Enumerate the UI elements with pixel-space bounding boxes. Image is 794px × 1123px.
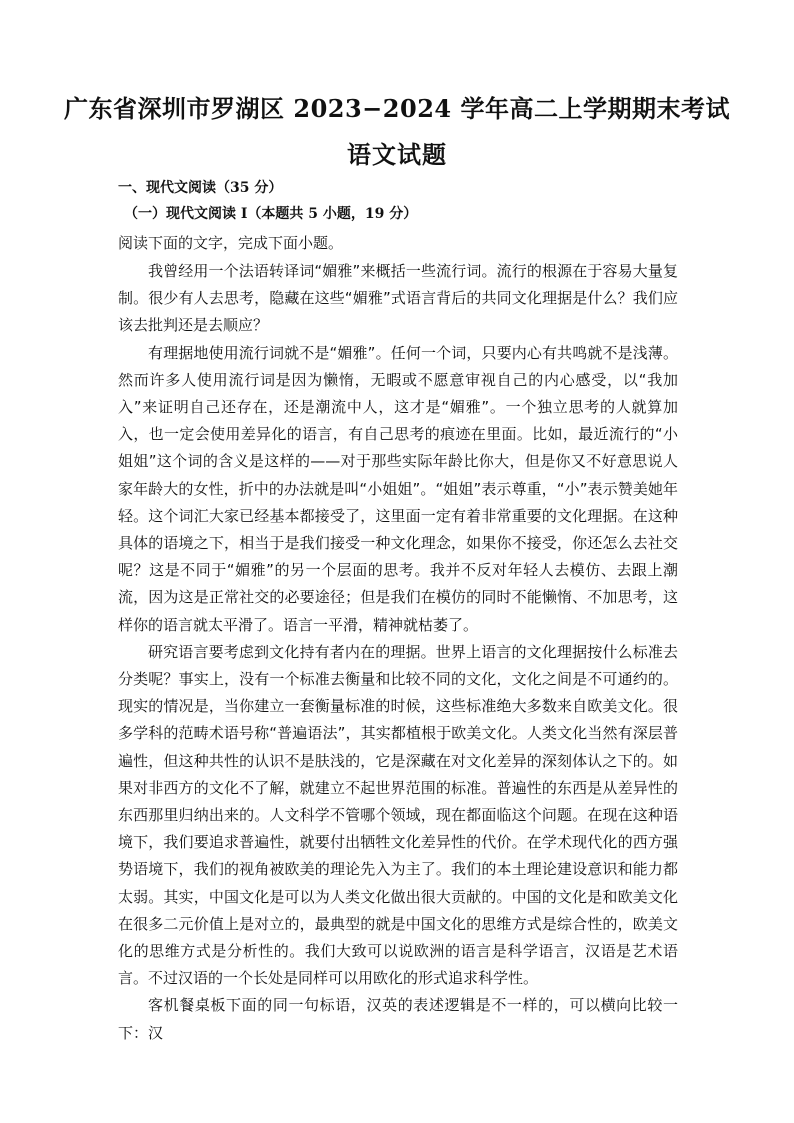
document-title: 广东省深圳市罗湖区 2023−2024 学年高二上学期期末考试 <box>64 94 730 123</box>
paragraph: 研究语言要考虑到文化持有者内在的理据。世界上语言的文化理据按什么标准去分类呢？事实上，没有一个标准去衡量和比较不同的文化，文化之间是不可通约的。现实的情况是，当你建立一套衡量标准的时候，这些标准绝大多数来自欧美文化。很多学科的范畴术语号称“普遍语法”，其实都植根于欧美文化。人类文化当然有深层普遍性，但这种共性的认识不是肤浅的，它是深藏在对文化差异的深刻体认之下的。如果对非西方的文化不了解，就建立不起世界范围的标准。普遍性的东西是从差异性的东西那里归纳出来的。人文科学不管哪个领域，现在都面临这个问题。在现在这种语境下，我们要追求普遍性，就要付出牺牲文化差异性的代价。在学术现代化的西方强势语境下，我们的视角被欧美的理论先入为主了。我们的本土理论建设意识和能力都太弱。其实，中国文化是可以为人类文化做出很大贡献的。中国的文化是和欧美文化在很多二元价值上是对立的，最典型的就是中国文化的思维方式是综合性的，欧美文化的思维方式是分析性的。我们大致可以说欧洲的语言是科学语言，汉语是艺术语言。不过汉语的一个长处是同样可以用欧化的形式追求科学性。 <box>118 642 678 988</box>
section-heading: 一、现代文阅读（35 分） <box>118 180 283 196</box>
paragraph: 我曾经用一个法语转译词“媚雅”来概括一些流行词。流行的根源在于容易大量复制。很少有人去思考，隐藏在这些“媚雅”式语言背后的共同文化理据是什么？我们应该去批判还是去顺应？ <box>118 262 678 335</box>
passage-body <box>118 258 678 1047</box>
instruction-text: 阅读下面的文字，完成下面小题。 <box>118 234 344 252</box>
paragraph: 客机餐桌板下面的同一句标语，汉英的表述逻辑是不一样的，可以横向比较一下：汉 <box>118 996 678 1042</box>
paragraph: 有理据地使用流行词就不是“媚雅”。任何一个词，只要内心有共鸣就不是浅薄。然而许多人使用流行词是因为懒惰，无暇或不愿意审视自己的内心感受，以“我加入”来证明自己还存在，还是潮流中人，这才是“媚雅”。一个独立思考的人就算加入，也一定会使用差异化的语言，有自己思考的痕迹在里面。比如，最近流行的“小姐姐”这个词的含义是这样的——对于那些实际年龄比你大，但是你又不好意思说人家年龄大的女性，折中的办法就是叫“小姐姐”。“姐姐”表示尊重，“小”表示赞美她年轻。这个词汇大家已经基本都接受了，这里面一定有着非常重要的文化理据。在这种具体的语境之下，相当于是我们接受一种文化理念，如果你不接受，你还怎么去社交呢？这是不同于“媚雅”的另一个层面的思考。我并不反对年轻人去模仿、去跟上潮流，因为这是正常社交的必要途径；但是我们在模仿的同时不能懒惰、不加思考，这样你的语言就太平滑了。语言一平滑，精神就枯萎了。 <box>118 343 678 634</box>
subsection-heading: （一）现代文阅读 I（本题共 5 小题，19 分） <box>124 206 418 222</box>
document-subtitle: 语文试题 <box>347 140 447 169</box>
